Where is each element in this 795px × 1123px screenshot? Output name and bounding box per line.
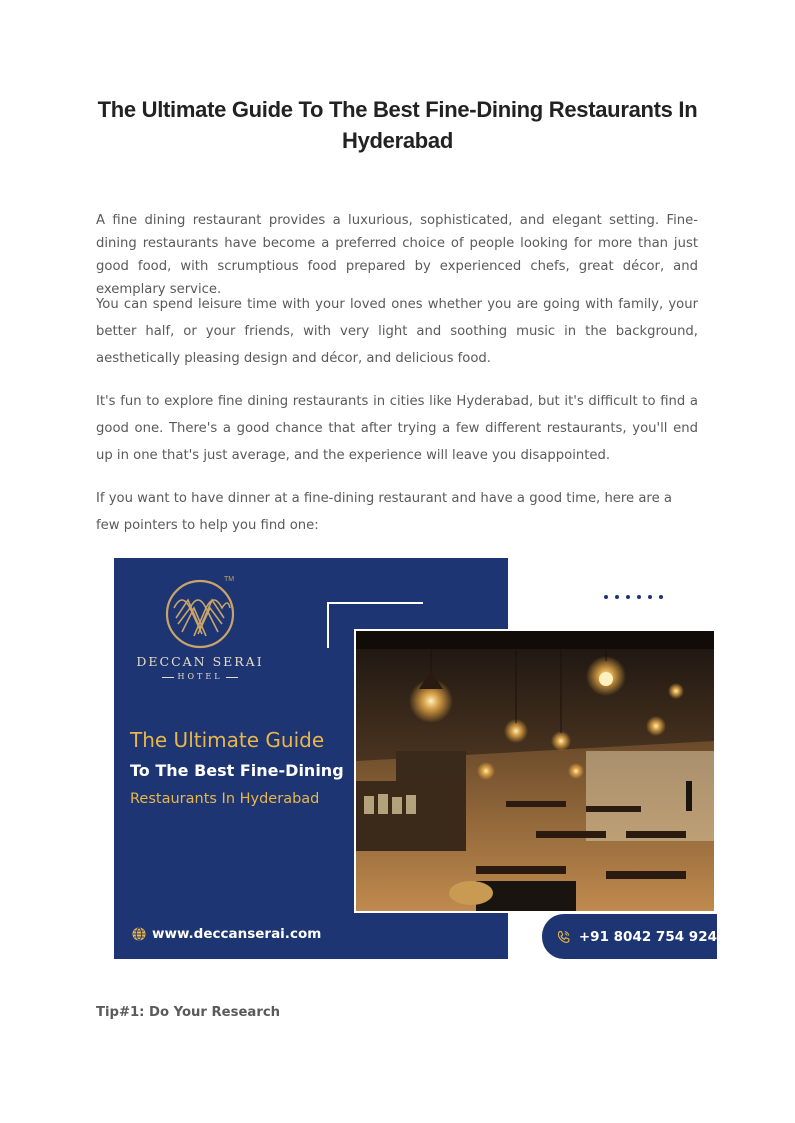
decorative-dots [604, 595, 663, 599]
deccan-serai-logo [164, 578, 236, 650]
banner-headline-3: Restaurants In Hyderabad [130, 791, 320, 807]
tip-heading: Tip#1: Do Your Research [96, 1005, 281, 1020]
leisure-paragraph: You can spend leisure time with your loved ones whether you are going with family, your better half, or your friends, with very light and soothing music in the background, aesthetically pleasing design and décor, and delicious food. [96, 297, 698, 366]
brand-sub-label: HOTEL [177, 672, 223, 681]
globe-icon [132, 927, 146, 941]
promo-banner [114, 558, 717, 959]
phone-number[interactable]: +91 8042 754 924 [578, 928, 717, 945]
brand-name: DECCAN SERAI [136, 654, 264, 669]
banner-headline-2: To The Best Fine-Dining [130, 761, 344, 780]
restaurant-photo [354, 629, 716, 913]
banner-headline-1: The Ultimate Guide [130, 728, 325, 752]
explore-paragraph: It's fun to explore fine dining restaurants in cities like Hyderabad, but it's difficult to find a good one. There's a good chance that after trying a few different restaurants, you'll end up in one that's just average, and the experience will leave you disappointed. [96, 394, 698, 463]
pointers-paragraph: If you want to have dinner at a fine-dining restaurant and have a good time, here are a few pointers to help you find one: [96, 491, 672, 533]
phone-badge[interactable] [542, 914, 717, 959]
intro-paragraph: A fine dining restaurant provides a luxurious, sophisticated, and elegant setting. Fine-dining restaurants have become a preferred choice of people looking for more than just good food, with scrumptious food prepared by experienced chefs, great décor, and exemplary service. [96, 213, 698, 297]
phone-icon [556, 926, 571, 948]
website-row [132, 926, 321, 942]
page-title: The Ultimate Guide To The Best Fine-Dining Restaurants In Hyderabad [97, 97, 698, 153]
trademark-mark: TM [224, 576, 235, 583]
website-link[interactable]: www.deccanserai.com [152, 926, 322, 942]
brand-subtitle [114, 672, 286, 681]
